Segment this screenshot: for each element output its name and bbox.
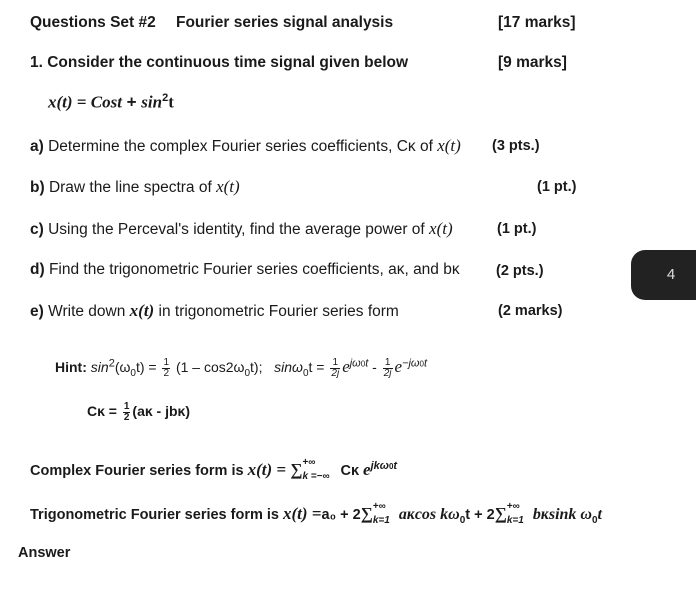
part-a — [30, 136, 461, 156]
hint-exp-pos: jω — [349, 357, 361, 370]
hint-exp-neg: −jω — [402, 357, 420, 370]
signal-lhs: x(t) = — [48, 92, 91, 112]
hint-exp-neg-sub: 0 — [419, 359, 424, 369]
trig-form-lhs: x(t) = — [283, 504, 322, 523]
page-number-badge[interactable] — [631, 250, 696, 300]
question-set-title: Questions Set #2 — [30, 14, 156, 31]
complex-form-e: e — [363, 460, 371, 479]
trig-form-label: Trigonometric Fourier series form is — [30, 507, 284, 523]
signal-t: t — [168, 92, 174, 112]
trig-form-line — [30, 501, 602, 527]
complex-form-sub: k =−∞ — [302, 471, 330, 483]
part-a-math: x(t) — [437, 136, 461, 155]
hint-minus: - — [372, 359, 381, 375]
part-a-points: (3 pts.) — [492, 138, 540, 154]
complex-form-exp-t: t — [393, 460, 398, 473]
complex-form-line — [30, 457, 398, 483]
ck-half-fraction — [123, 402, 131, 423]
question-1-prompt: 1. Consider the continuous time signal given below — [30, 54, 409, 71]
signal-plus: + — [121, 92, 142, 112]
hint-e-neg: e — [394, 357, 403, 376]
part-e-text-post: in trigonometric Fourier series form — [154, 303, 399, 320]
complex-form-sup: +∞ — [302, 457, 316, 469]
hint-exp-pos-t: t — [365, 357, 369, 370]
part-a-text: Determine the complex Fourier series coefficients, Cĸ of — [48, 138, 438, 155]
trig-form-mid: t + 2 — [465, 507, 495, 523]
part-e — [30, 301, 399, 321]
signal-equation — [48, 92, 174, 113]
part-c-math: x(t) — [429, 219, 453, 238]
hint-omega: (ω — [114, 359, 131, 375]
part-d-text: Find the trigonometric Fourier series coefficients, aĸ, and bĸ — [48, 261, 460, 278]
part-c-label: c) — [30, 221, 44, 238]
complex-form-label: Complex Fourier series form is — [30, 463, 248, 479]
ck-formula — [87, 402, 190, 423]
trig-form-sup-1: +∞ — [372, 501, 386, 513]
hint-f2-num: 1 — [383, 358, 393, 369]
hint-t-eq: t) = — [135, 359, 161, 375]
hint-f2-den: 2j — [383, 367, 392, 379]
hint-exp-neg-t: t — [423, 357, 428, 370]
ck-rhs: (aĸ - jbĸ) — [132, 403, 190, 420]
trig-form-sub-1: k=1 — [372, 515, 390, 527]
hint-f1-den: 2j — [331, 367, 340, 379]
hint-f1-num: 1 — [330, 358, 340, 369]
part-d — [30, 261, 460, 279]
hint-e-pos: e — [342, 357, 350, 376]
part-e-label: e) — [30, 303, 44, 320]
part-b-label: b) — [30, 179, 45, 196]
hint-half-den: 2 — [163, 367, 170, 379]
part-c — [30, 219, 453, 239]
ck-half-num: 1 — [123, 401, 130, 412]
hint-exp-pos-sub: 0 — [360, 359, 366, 369]
hint-sinw: sinω — [274, 359, 303, 375]
trig-form-t: t — [597, 506, 602, 523]
signal-sin: sin — [141, 92, 163, 112]
complex-form-sum: ∑ — [290, 460, 303, 479]
complex-form-limits — [302, 457, 336, 483]
hint-fraction-2 — [383, 358, 393, 379]
hint-sin: sin — [90, 359, 109, 375]
answer-heading: Answer — [18, 545, 71, 561]
hint-half-fraction — [162, 358, 170, 379]
part-b-text: Draw the line spectra of — [48, 179, 217, 196]
trig-form-ak-sub: 0 — [459, 514, 466, 526]
part-d-points: (2 pts.) — [496, 263, 544, 279]
part-e-text-pre: Write down — [48, 303, 130, 320]
part-e-points: (2 marks) — [498, 303, 563, 319]
hint-sin-square: 2 — [108, 357, 115, 370]
part-c-points: (1 pt.) — [497, 221, 537, 237]
trig-form-bk: bĸsink ω — [528, 506, 592, 523]
trig-form-a0: a₀ + 2 — [321, 507, 361, 523]
complex-form-exp: jkω — [370, 460, 389, 473]
trig-form-limits-1 — [372, 501, 395, 527]
trig-form-sum-2: ∑ — [494, 504, 507, 523]
part-b-points: (1 pt.) — [537, 179, 577, 195]
hint-sinw-sub: 0 — [302, 367, 309, 379]
hint-sinw-t: t = — [308, 359, 329, 375]
part-a-label: a) — [30, 138, 44, 155]
ck-half-den: 2 — [123, 412, 130, 423]
question-1-marks: [9 marks] — [498, 54, 567, 71]
hint-label: Hint: — [55, 359, 87, 375]
hint-omega-sub: 0 — [130, 367, 136, 379]
signal-square: 2 — [162, 92, 169, 104]
trig-form-sub-2: k=1 — [506, 515, 524, 527]
part-d-label: d) — [30, 261, 45, 278]
hint-rhs1-sub: 0 — [244, 367, 251, 379]
hint-fraction-1 — [330, 358, 340, 379]
part-e-math: x(t) — [129, 301, 155, 320]
ck-lhs: Cĸ = — [87, 403, 121, 420]
trig-form-ak: aĸcos kω — [394, 506, 460, 523]
hint-rhs1: (1 – cos2ω — [175, 359, 245, 375]
trig-form-sum-1: ∑ — [360, 504, 373, 523]
part-c-text: Using the Perceval's identity, find the average power of — [48, 221, 430, 238]
part-b-math: x(t) — [216, 177, 240, 196]
complex-form-exp-sub: 0 — [388, 462, 394, 472]
hint-half-num: 1 — [163, 356, 170, 368]
part-b — [30, 177, 240, 197]
signal-cos: Cost — [90, 92, 122, 112]
total-marks: [17 marks] — [498, 14, 576, 31]
topic-title: Fourier series signal analysis — [176, 14, 394, 31]
page-number: 4 — [666, 266, 676, 283]
hint-line — [55, 357, 427, 379]
complex-form-ck: Cĸ — [336, 463, 364, 479]
complex-form-lhs: x(t) = — [247, 460, 291, 479]
trig-form-sup-2: +∞ — [506, 501, 520, 513]
trig-form-bk-sub: 0 — [591, 514, 598, 526]
hint-rhs1-end: t); — [250, 359, 263, 375]
trig-form-limits-2 — [506, 501, 529, 527]
